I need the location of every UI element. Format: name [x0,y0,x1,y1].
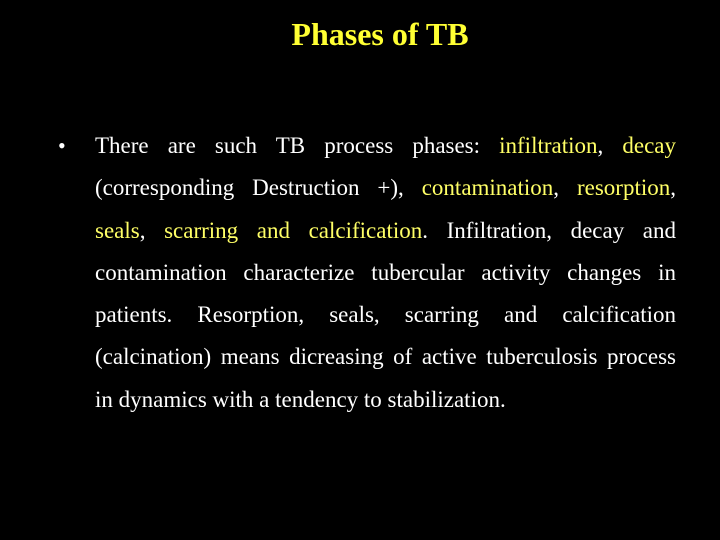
highlighted-term: calcification [308,217,423,243]
text-segment: , [670,175,676,201]
text-segment [238,218,257,243]
text-segment: , [597,133,623,158]
text-segment: , [553,175,577,201]
bullet-item [58,125,676,421]
bullet-text [95,133,676,412]
highlighted-term: resorption [576,175,671,201]
bullet-list [58,125,676,421]
highlighted-term: contamination [421,175,554,201]
highlighted-term: infiltration [499,133,598,158]
highlighted-term: decay [622,133,676,158]
highlighted-term: scarring [164,217,239,243]
text-segment: , [139,217,165,243]
highlighted-term: seals [95,217,140,243]
bullet-icon: • [58,133,66,158]
text-segment: (corresponding Destruction +), [95,175,422,201]
slide-title: Phases of TB [291,16,469,52]
highlighted-term: and [256,217,290,243]
text-segment [290,218,309,243]
text-segment: There are such TB process phases: [95,133,500,158]
text-segment: . Infiltration, decay and contamination characterize tubercular activity changes in patients. Resorption, seals, scarring and calcification (calcination) means dicreasing of active tuberculosis process in dynamics with a tendency to stabilization. [95,217,677,412]
